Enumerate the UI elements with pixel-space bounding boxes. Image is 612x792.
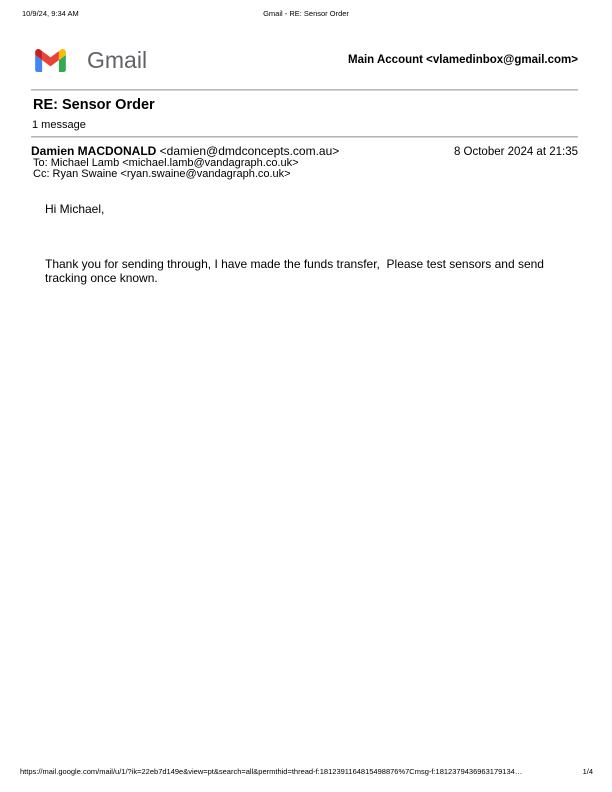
print-header-title: Gmail - RE: Sensor Order: [263, 9, 349, 18]
gmail-logo-icon: [35, 49, 66, 72]
to-line: To: Michael Lamb <michael.lamb@vandagraph.co.uk>: [33, 157, 299, 169]
greeting-line: Hi Michael,: [45, 202, 105, 216]
email-body: [45, 202, 585, 286]
print-footer-page-number: 1/4: [582, 767, 593, 776]
account-label: Main Account <vlamedinbox@gmail.com>: [348, 54, 578, 66]
gmail-logo: [35, 46, 148, 73]
print-footer-url: https://mail.google.com/mail/u/1/?ik=22eb7d149e&view=pt&search=all&permthid=thread-f:1812391164815498876%7Cmsg-f:1812379436963179134…: [20, 767, 523, 776]
message-date: 8 October 2024 at 21:35: [453, 146, 578, 158]
sender-row: [31, 144, 578, 158]
body-paragraph: Thank you for sending through, I have made the funds transfer, Please test sensors and send tracking once known.: [45, 256, 548, 285]
divider-above-subject: [31, 89, 578, 91]
masthead: [35, 45, 578, 75]
cc-line: Cc: Ryan Swaine <ryan.swaine@vandagraph.co.uk>: [33, 168, 291, 180]
sender-name: Damien MACDONALD: [31, 144, 157, 158]
divider-below-subject: [31, 136, 578, 138]
subject-title: RE: Sensor Order: [33, 97, 155, 113]
sender-email: <damien@dmdconcepts.com.au>: [156, 144, 340, 158]
from-line: [31, 144, 339, 158]
gmail-wordmark: Gmail: [87, 46, 148, 73]
print-header-datetime: 10/9/24, 9:34 AM: [22, 9, 79, 18]
gmail-logo-red-chevron: [42, 51, 59, 66]
message-count: 1 message: [32, 119, 86, 131]
